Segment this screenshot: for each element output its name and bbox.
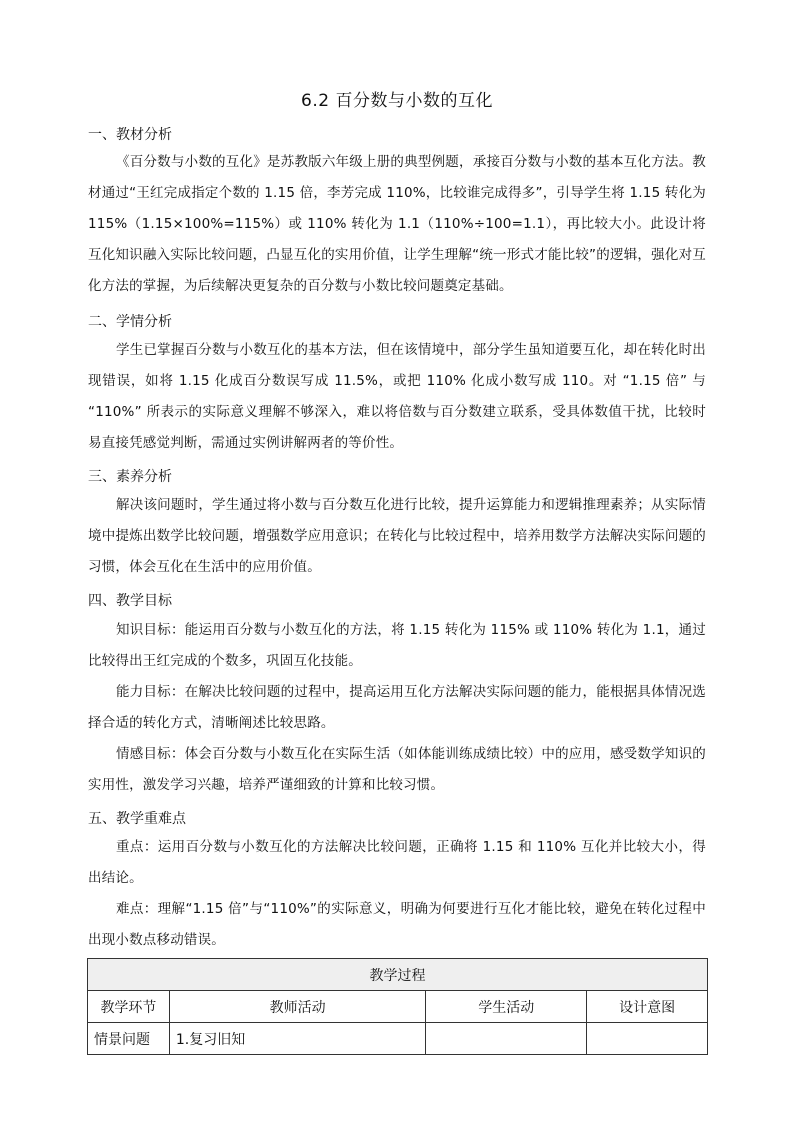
section-heading-literacy: 三、素养分析	[88, 469, 172, 485]
section-heading-keypoints: 五、教学重难点	[88, 811, 186, 827]
table-header-cell: 教学环节	[88, 991, 170, 1023]
table-row	[88, 1023, 708, 1055]
section-heading-goals: 四、教学目标	[88, 593, 172, 609]
section-paragraph: 难点：理解“1.15 倍”与“110%”的实际意义，明确为何要进行互化才能比较，避免在转化过程中出现小数点移动错误。	[88, 901, 706, 948]
table-header-row	[88, 991, 708, 1023]
section-paragraph: 学生已掌握百分数与小数互化的基本方法，但在该情境中，部分学生虽知道要互化，却在转化时出现错误，如将 1.15 化成百分数误写成 11.5%，或把 110% 化成小数写成 110。对 “1.15 倍” 与 “110%” 所表示的实际意义理解不够深入，难以将倍数与百分数建立联系，受具体数值干扰，比较时易直接凭感觉判断，需通过实例讲解两者的等价性。	[88, 342, 706, 451]
section-paragraph: 情感目标：体会百分数与小数互化在实际生活（如体能训练成绩比较）中的应用，感受数学知识的实用性，激发学习兴趣，培养严谨细致的计算和比较习惯。	[88, 746, 706, 793]
table-header-cell: 设计意图	[587, 991, 708, 1023]
section-heading-analysis: 一、教材分析	[88, 127, 172, 143]
section-paragraph: 《百分数与小数的互化》是苏教版六年级上册的典型例题，承接百分数与小数的基本互化方法。教材通过“王红完成指定个数的 1.15 倍，李芳完成 110%，比较谁完成得多”，引导学生将 1.15 转化为 115%（1.15×100%=115%）或 110% 转化为 1.1（110%÷100=1.1），再比较大小。此设计将互化知识融入实际比较问题，凸显互化的实用价值，让学生理解“统一形式才能比较”的逻辑，强化对互化方法的掌握，为后续解决更复杂的百分数与小数比较问题奠定基础。	[88, 154, 706, 294]
section-paragraph: 重点：运用百分数与小数互化的方法解决比较问题，正确将 1.15 和 110% 互化并比较大小，得出结论。	[88, 839, 706, 886]
table-cell: 1.复习旧知	[169, 1023, 426, 1055]
section-paragraph: 能力目标：在解决比较问题的过程中，提高运用互化方法解决实际问题的能力，能根据具体情况选择合适的转化方式，清晰阐述比较思路。	[88, 684, 706, 731]
table-header-cell: 学生活动	[426, 991, 587, 1023]
table-header-cell: 教师活动	[169, 991, 426, 1023]
table-cell	[587, 1023, 708, 1055]
section-heading-learners: 二、学情分析	[88, 314, 172, 330]
page-title: 6.2 百分数与小数的互化	[301, 91, 493, 111]
table-cell	[426, 1023, 587, 1055]
section-paragraph: 知识目标：能运用百分数与小数互化的方法，将 1.15 转化为 115% 或 110% 转化为 1.1，通过比较得出王红完成的个数多，巩固互化技能。	[88, 622, 706, 669]
teaching-process-table	[87, 958, 708, 1055]
section-paragraph: 解决该问题时，学生通过将小数与百分数互化进行比较，提升运算能力和逻辑推理素养；从实际情境中提炼出数学比较问题，增强数学应用意识；在转化与比较过程中，培养用数学方法解决实际问题的习惯，体会互化在生活中的应用价值。	[88, 497, 706, 575]
table-caption: 教学过程	[88, 959, 708, 991]
table-cell: 情景问题	[88, 1023, 170, 1055]
table-caption-row	[88, 959, 708, 991]
